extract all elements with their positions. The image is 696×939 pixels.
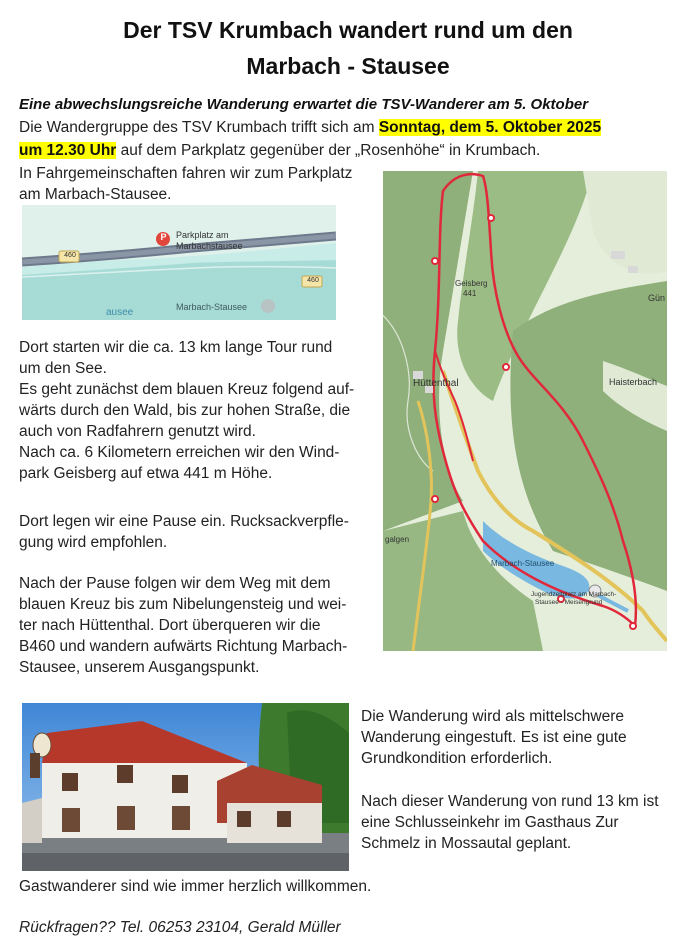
map-label-lake: Marbach-Stausee bbox=[491, 559, 555, 568]
route-line: auch von Radfahrern genutzt wird. bbox=[19, 423, 256, 440]
route-map bbox=[383, 171, 667, 651]
map-label-gun: Gün bbox=[648, 293, 666, 303]
route-line: Dort starten wir die ca. 13 km lange Tour rund bbox=[19, 339, 333, 356]
meeting-place-text: auf dem Parkplatz gegenüber der „Rosenhöhe“ in Krumbach. bbox=[116, 142, 541, 159]
closing-paragraph bbox=[361, 791, 681, 854]
intro-line-4: am Marbach-Stausee. bbox=[19, 186, 172, 203]
lake-fragment-label: ausee bbox=[106, 307, 134, 318]
closing-line: Nach dieser Wanderung von rund 13 km ist bbox=[361, 793, 659, 810]
contact-info: Rückfragen?? Tel. 06253 23104, Gerald Müller bbox=[19, 919, 341, 936]
parking-label-1: Parkplatz am bbox=[176, 230, 229, 240]
difficulty-line: Grundkondition erforderlich. bbox=[361, 750, 553, 767]
return-line: ter nach Hüttenthal. Dort überqueren wir die bbox=[19, 617, 321, 634]
map-label-jugendzeltplatz: Jugendzeltplatz am Marbach- bbox=[531, 591, 617, 598]
lake-label: Marbach-Stausee bbox=[176, 302, 248, 312]
intro-line-3: In Fahrgemeinschaften fahren wir zum Parkplatz bbox=[19, 165, 353, 182]
parking-icon: P bbox=[160, 232, 167, 242]
map-label-geisberg: Geisberg bbox=[455, 279, 488, 288]
pause-line: gung wird empfohlen. bbox=[19, 534, 168, 551]
return-line: blauen Kreuz bis zum Nibelungensteig und wei- bbox=[19, 596, 347, 613]
route-description bbox=[19, 337, 364, 484]
route-line: Nach ca. 6 Kilometern erreichen wir den Wind- bbox=[19, 444, 340, 461]
intro-line-2 bbox=[19, 140, 540, 161]
difficulty-line: Wanderung eingestuft. Es ist eine gute bbox=[361, 729, 627, 746]
route-line: Es geht zunächst dem blauen Kreuz folgend auf- bbox=[19, 381, 355, 398]
time-highlight: um 12.30 Uhr bbox=[19, 142, 117, 159]
intro-line-1 bbox=[19, 117, 601, 138]
route-line: um den See. bbox=[19, 360, 107, 377]
guest-welcome: Gastwanderer sind wie immer herzlich willkommen. bbox=[19, 878, 372, 895]
route-line: wärts durch den Wald, bis zur hohen Straße, die bbox=[19, 402, 351, 419]
pause-paragraph bbox=[19, 511, 364, 553]
subtitle: Eine abwechslungsreiche Wanderung erwartet die TSV-Wanderer am 5. Oktober bbox=[19, 96, 589, 113]
return-line: Nach der Pause folgen wir dem Weg mit dem bbox=[19, 575, 331, 592]
map-label-huettenthal: Hüttenthal bbox=[413, 378, 459, 389]
difficulty-paragraph bbox=[361, 706, 681, 769]
parking-map bbox=[22, 205, 336, 320]
inn-photo bbox=[22, 703, 349, 871]
return-paragraph bbox=[19, 573, 364, 678]
road-badge-left: 460 bbox=[64, 252, 76, 259]
parking-label-2: Marbachstausee bbox=[176, 241, 243, 251]
date-highlight: Sonntag, dem 5. Oktober 2025 bbox=[378, 119, 602, 136]
map-label-haisterbach: Haisterbach bbox=[609, 377, 658, 387]
intro-text: Die Wandergruppe des TSV Krumbach trifft sich am bbox=[19, 119, 379, 136]
map-label-height: 441 bbox=[463, 289, 477, 298]
route-line: park Geisberg auf etwa 441 m Höhe. bbox=[19, 465, 273, 482]
difficulty-line: Die Wanderung wird als mittelschwere bbox=[361, 708, 625, 725]
map-label-meisengrund: Stausee - Meisengrund bbox=[535, 599, 603, 606]
pause-line: Dort legen wir eine Pause ein. Rucksackverpfle- bbox=[19, 513, 349, 530]
return-line: Stausee, unserem Ausgangspunkt. bbox=[19, 659, 260, 676]
return-line: B460 und wandern aufwärts Richtung Marbach- bbox=[19, 638, 348, 655]
map-label-galgen: galgen bbox=[385, 535, 410, 544]
road-badge-right: 460 bbox=[307, 277, 319, 284]
page-title-line-1: Der TSV Krumbach wandert rund um den bbox=[123, 17, 573, 43]
closing-line: eine Schlusseinkehr im Gasthaus Zur bbox=[361, 814, 619, 831]
closing-line: Schmelz in Mossautal geplant. bbox=[361, 835, 572, 852]
page-title-line-2: Marbach - Stausee bbox=[246, 53, 450, 79]
